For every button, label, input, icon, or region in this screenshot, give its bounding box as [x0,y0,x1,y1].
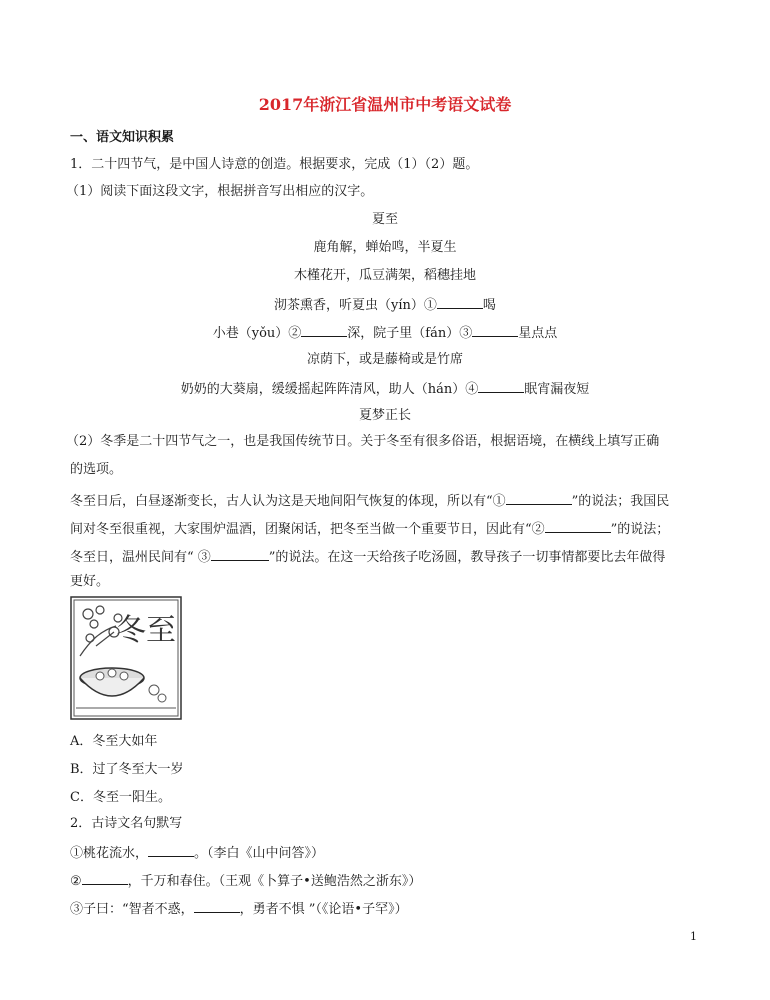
option-a: A．冬至大如年 [70,734,158,749]
option-b: B．过了冬至大一岁 [70,762,184,777]
context-line-2 [70,520,669,538]
context-line-4: 更好。 [70,574,110,589]
blank-poem-2[interactable] [82,872,128,885]
item-2-text: ② [70,874,82,889]
poem-line-6-text: 奶奶的大葵扇，缓缓摇起阵阵清风，助人（hán）④ [180,382,479,397]
context-line-3 [70,548,665,566]
blank-poem-1[interactable] [148,844,194,857]
context-line-1-end: ”的说法；我国民 [571,494,670,509]
blank-4[interactable] [478,380,524,393]
blank-3[interactable] [472,324,518,337]
question-1-part-2-cont: 的选项。 [70,462,123,477]
context-line-1-text: 冬至日后，白昼逐渐变长，古人认为这是天地间阳气恢复的体现，所以有“① [70,494,506,509]
context-line-3-end: ”的说法。在这一天给孩子吃汤圆，教导孩子一切事情都要比去年做得 [268,550,666,565]
blank-winter-2[interactable] [545,520,611,533]
question-2-item-2 [70,872,421,890]
poem-line-3-text: 沏茶熏香，听夏虫（yín）① [274,298,437,313]
blank-poem-3[interactable] [194,900,240,913]
poem-line-5: 凉荫下，或是藤椅或是竹席 [306,352,463,367]
context-line-1 [70,492,669,510]
illustration-label: 冬至 [116,613,176,648]
item-1-text: ①桃花流水， [70,846,149,861]
question-2: 2．古诗文名句默写 [70,816,183,831]
poem-line-4-end: 星点点 [518,326,558,341]
context-line-3-text: 冬至日，温州民间有“ ③ [70,550,211,565]
question-1: 1．二十四节气，是中国人诗意的创造。根据要求，完成（1）（2）题。 [70,157,479,172]
poem-title: 夏至 [371,212,398,227]
poem-line-6 [0,380,770,398]
poem-line-4 [0,324,770,342]
item-3-text: ③子曰：“智者不惑， [70,902,194,917]
blank-winter-1[interactable] [506,492,572,505]
section-heading: 一、语文知识积累 [70,130,175,145]
poem-line-2: 木槿花开，瓜豆满架，稻穗挂地 [293,268,476,283]
question-2-item-3 [70,900,408,918]
item-3-end: ，勇者不惧 ”（《论语•子罕》） [239,902,408,917]
page-title: 2017年浙江省温州市中考语文试卷 [258,95,512,114]
poem-line-7: 夏梦正长 [358,408,411,423]
poem-line-6-end: 眠宵漏夜短 [524,382,590,397]
poem-line-3-end: 喝 [482,298,496,313]
option-c: C．冬至一阳生。 [70,790,171,805]
blank-2[interactable] [301,324,347,337]
question-1-part-1: （1）阅读下面这段文字，根据拼音写出相应的汉字。 [66,184,374,199]
question-1-part-2: （2）冬季是二十四节气之一，也是我国传统节日。关于冬至有很多俗语，根据语境，在横线上填写正确 [66,434,660,449]
item-2-end: ，千万和春住。（王观《卜算子•送鲍浩然之浙东》） [127,874,422,889]
blank-1[interactable] [437,296,483,309]
question-2-item-1 [70,844,324,862]
winter-solstice-illustration [70,596,182,720]
poem-line-4-mid: 深，院子里（fán）③ [347,326,473,341]
poem-line-3 [0,296,770,314]
item-1-end: 。（李白《山中问答》） [194,846,325,861]
poem-line-4-text: 小巷（yǒu）② [212,326,302,341]
context-line-2-text: 间对冬至很重视，大家围炉温酒，团聚闲话，把冬至当做一个重要节日，因此有“② [70,522,545,537]
page-number: 1 [690,930,697,943]
context-line-2-end: ”的说法； [610,522,670,537]
poem-line-1: 鹿角解，蝉始鸣，半夏生 [313,240,457,255]
blank-winter-3[interactable] [211,548,269,561]
